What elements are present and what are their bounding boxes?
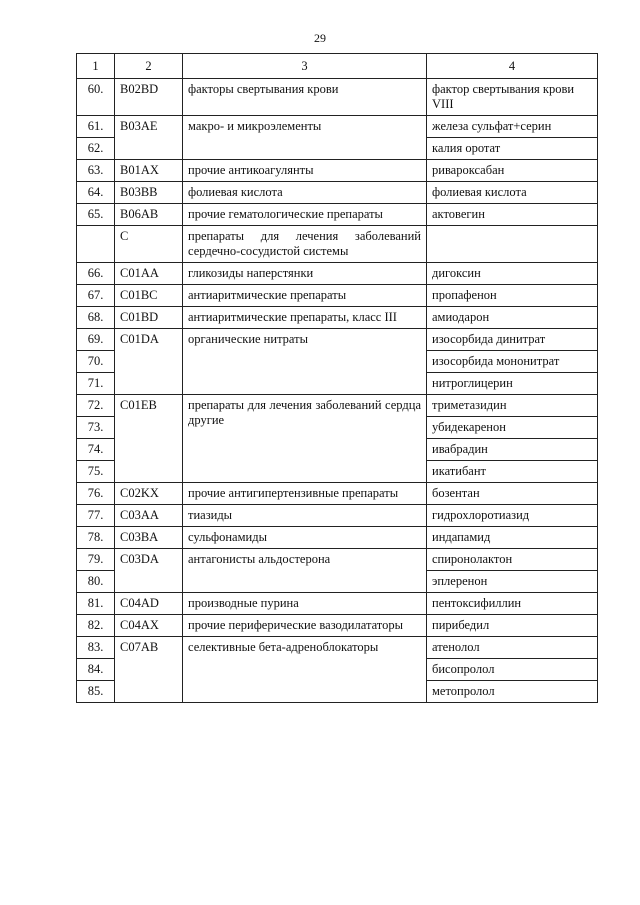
drug-group: антиаритмические препараты, класс III: [183, 307, 427, 329]
drug-group: факторы свертывания крови: [183, 79, 427, 116]
atc-code: B06AB: [115, 204, 183, 226]
row-number: 77.: [77, 505, 115, 527]
table-row: [77, 307, 598, 329]
row-number: 71.: [77, 373, 115, 395]
table-row: [77, 329, 598, 351]
drug-table: [76, 53, 598, 703]
atc-code: C01EB: [115, 395, 183, 483]
table-row: [77, 263, 598, 285]
drug-group: тиазиды: [183, 505, 427, 527]
atc-code: B02BD: [115, 79, 183, 116]
drug-name: нитроглицерин: [427, 373, 598, 395]
table-row: [77, 615, 598, 637]
drug-group: препараты для лечения заболеваний сердца другие: [183, 395, 427, 483]
drug-group: органические нитраты: [183, 329, 427, 395]
row-number: 62.: [77, 138, 115, 160]
table-row: [77, 505, 598, 527]
table-row: [77, 483, 598, 505]
drug-name: триметазидин: [427, 395, 598, 417]
drug-group: фолиевая кислота: [183, 182, 427, 204]
row-number: 75.: [77, 461, 115, 483]
atc-code: B03AE: [115, 116, 183, 160]
table-row: [77, 79, 598, 116]
table-row: [77, 637, 598, 659]
table-row: [77, 549, 598, 571]
row-number: 63.: [77, 160, 115, 182]
drug-group: прочие гематологические препараты: [183, 204, 427, 226]
row-number: 80.: [77, 571, 115, 593]
drug-name: амиодарон: [427, 307, 598, 329]
row-number: 79.: [77, 549, 115, 571]
row-number: 69.: [77, 329, 115, 351]
table-row: [77, 204, 598, 226]
atc-code: C07AB: [115, 637, 183, 703]
row-number: 61.: [77, 116, 115, 138]
table-row: [77, 160, 598, 182]
row-number: 64.: [77, 182, 115, 204]
row-number: 70.: [77, 351, 115, 373]
atc-code: C01AA: [115, 263, 183, 285]
drug-group: антиаритмические препараты: [183, 285, 427, 307]
atc-code: C04AD: [115, 593, 183, 615]
atc-code: C: [115, 226, 183, 263]
drug-name: атенолол: [427, 637, 598, 659]
drug-group: селективные бета-адреноблокаторы: [183, 637, 427, 703]
row-number: 83.: [77, 637, 115, 659]
atc-code: C01BC: [115, 285, 183, 307]
row-number: 65.: [77, 204, 115, 226]
row-number: 72.: [77, 395, 115, 417]
drug-name: фактор свертывания крови VIII: [427, 79, 598, 116]
atc-code: C03AA: [115, 505, 183, 527]
row-number: 76.: [77, 483, 115, 505]
drug-name: индапамид: [427, 527, 598, 549]
drug-name: калия оротат: [427, 138, 598, 160]
row-number: [77, 226, 115, 263]
drug-group: сульфонамиды: [183, 527, 427, 549]
drug-group: прочие антигипертензивные препараты: [183, 483, 427, 505]
table-header-row: [77, 54, 598, 79]
drug-name: спиронолактон: [427, 549, 598, 571]
column-header: 1: [77, 54, 115, 79]
drug-name: метопролол: [427, 681, 598, 703]
drug-group: гликозиды наперстянки: [183, 263, 427, 285]
drug-group: производные пурина: [183, 593, 427, 615]
atc-code: C03BA: [115, 527, 183, 549]
drug-group: макро- и микроэлементы: [183, 116, 427, 160]
drug-name: актовегин: [427, 204, 598, 226]
row-number: 60.: [77, 79, 115, 116]
drug-name: фолиевая кислота: [427, 182, 598, 204]
row-number: 81.: [77, 593, 115, 615]
drug-group: прочие периферические вазодилататоры: [183, 615, 427, 637]
row-number: 68.: [77, 307, 115, 329]
atc-code: C02KX: [115, 483, 183, 505]
drug-name: бозентан: [427, 483, 598, 505]
drug-name: эплеренон: [427, 571, 598, 593]
page-number: 29: [314, 31, 326, 45]
drug-name: железа сульфат+серин: [427, 116, 598, 138]
drug-name: [427, 226, 598, 263]
drug-name: икатибант: [427, 461, 598, 483]
table-row: [77, 527, 598, 549]
drug-group: препараты для лечения заболеваний сердечно-сосудистой системы: [183, 226, 427, 263]
atc-code: C01BD: [115, 307, 183, 329]
atc-code: B03BB: [115, 182, 183, 204]
atc-code: C03DA: [115, 549, 183, 593]
drug-name: изосорбида динитрат: [427, 329, 598, 351]
table-row: [77, 395, 598, 417]
drug-name: изосорбида мононитрат: [427, 351, 598, 373]
table-row: [77, 593, 598, 615]
row-number: 85.: [77, 681, 115, 703]
atc-code: C04AX: [115, 615, 183, 637]
drug-name: ивабрадин: [427, 439, 598, 461]
drug-name: дигоксин: [427, 263, 598, 285]
column-header: 2: [115, 54, 183, 79]
row-number: 74.: [77, 439, 115, 461]
table-row: [77, 226, 598, 263]
table-row: [77, 182, 598, 204]
table-row: [77, 116, 598, 138]
drug-name: убидекаренон: [427, 417, 598, 439]
row-number: 73.: [77, 417, 115, 439]
drug-name: пентоксифиллин: [427, 593, 598, 615]
drug-name: бисопролол: [427, 659, 598, 681]
row-number: 84.: [77, 659, 115, 681]
row-number: 66.: [77, 263, 115, 285]
row-number: 67.: [77, 285, 115, 307]
column-header: 3: [183, 54, 427, 79]
drug-name: пирибедил: [427, 615, 598, 637]
drug-name: гидрохлоротиазид: [427, 505, 598, 527]
row-number: 78.: [77, 527, 115, 549]
drug-name: ривароксабан: [427, 160, 598, 182]
column-header: 4: [427, 54, 598, 79]
drug-name: пропафенон: [427, 285, 598, 307]
table-row: [77, 285, 598, 307]
drug-group: прочие антикоагулянты: [183, 160, 427, 182]
drug-group: антагонисты альдостерона: [183, 549, 427, 593]
row-number: 82.: [77, 615, 115, 637]
atc-code: B01AX: [115, 160, 183, 182]
atc-code: C01DA: [115, 329, 183, 395]
